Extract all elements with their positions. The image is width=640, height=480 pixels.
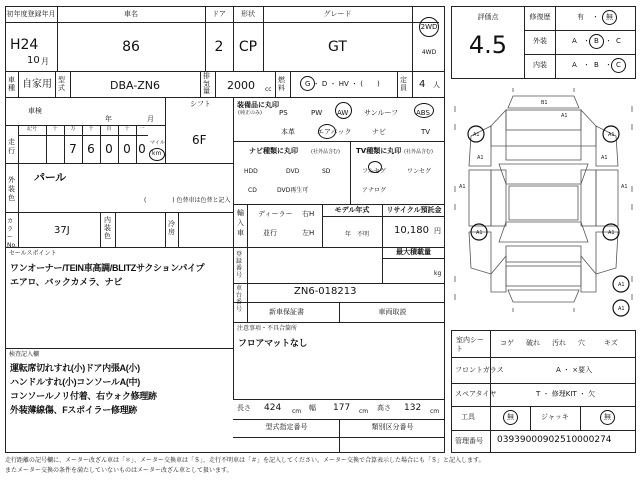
dealer: ディーラー (258, 210, 293, 218)
shift: 6F (192, 133, 207, 147)
sales-point: エアロ、バックカメラ、ナビ (10, 277, 123, 287)
model-label: 型式 (58, 76, 65, 92)
spare-label: スペアタイヤ (455, 390, 497, 398)
width-unit: cm (359, 408, 369, 415)
door-label: ドア (212, 10, 226, 18)
dmg-mark-rl: A1 (476, 230, 483, 236)
manual: 車両取説 (378, 308, 407, 316)
footer-line1: 走行距離の記号欄に、メーター改ざん車は「＊」、メーター交換車は「＄」、走行不明車は「＃」を記入してください。メーター交換で合算表示した場合にも「＄」と記入します。 (5, 457, 485, 464)
exterior-note: ( ) 色替車は色替と記入 (144, 197, 231, 204)
grade-option: A (572, 37, 577, 45)
model-year: 年 不明 (345, 231, 370, 238)
nav-note: (社外品含む) (311, 149, 340, 155)
cc-unit: cc (265, 86, 272, 93)
seat-option: 汚れ (552, 339, 566, 347)
chassis-no: ZN6-018213 (294, 286, 357, 297)
import-label: 輸入車 (237, 209, 244, 237)
fuel-options: G ・ D ・ HV ・ ( ) (305, 80, 380, 88)
reg-month: 10 (27, 55, 40, 66)
color-no: 37J (54, 225, 70, 236)
windshield-options: A ・ ×要入 (556, 366, 593, 374)
fuel-label: 燃料 (278, 76, 285, 92)
max-load-unit: kg (434, 270, 442, 277)
displacement: 2000 (227, 79, 255, 92)
grade-option: C (616, 37, 621, 45)
recycle-unit: 円 (434, 227, 441, 235)
inspection-year: 年 (105, 115, 112, 123)
equipment-item: サンルーフ (364, 109, 399, 117)
dmg-mark-roof: B1 (541, 100, 548, 106)
color-no-label: カラーNo. (7, 218, 17, 249)
parallel: 並行 (263, 229, 277, 237)
type-designation: 型式指定番号 (265, 423, 308, 431)
equipment-item: 本革 (281, 128, 295, 136)
dmg-mark-rr: A1 (608, 230, 615, 236)
footer-line2: またメーター交換の条件を満たしていないものはメーター改ざん車として扱います。 (5, 467, 233, 474)
nav-item: HDD (244, 168, 258, 175)
grade-sep: ・ (583, 37, 590, 45)
inspector-note: ハンドルすれ(小)コンソールA(中) (10, 377, 140, 387)
max-load-label: 最大積載量 (396, 248, 431, 256)
chassis-label: 車台番号 (236, 285, 243, 313)
capacity-unit: 人 (433, 81, 440, 89)
inspector-note: 外装薄線傷、Fスポイラー修理跡 (10, 405, 137, 415)
mileage-digit: 0 (138, 142, 146, 156)
mileage-digit: 6 (87, 142, 95, 156)
nav-item: DVD (286, 168, 300, 175)
abs-circle (414, 103, 434, 118)
inspector-note: 運転席切れすれ(小)ドア内張A(小) (10, 363, 140, 373)
mileage-label: 走行 (8, 138, 15, 155)
grade: GT (328, 39, 347, 55)
refrigerant-label: 冷房 (168, 220, 175, 236)
score-label: 評価点 (477, 13, 499, 21)
height: 132 (404, 403, 422, 413)
mileage-header: 十 (124, 126, 130, 132)
km-unit: km (152, 150, 162, 157)
spare-options: T ・ 修理KIT ・ 欠 (536, 390, 596, 398)
recycle-label: リサイクル預託金 (386, 206, 442, 214)
dmg-mark-b1: A1 (618, 282, 625, 288)
grade-option: B (594, 61, 599, 69)
right-hand: 右H (302, 210, 315, 218)
seat-option: キズ (604, 339, 618, 347)
category-number: 類別区分番号 (371, 423, 414, 431)
mileage-header: 十 (52, 126, 58, 132)
grade-option: A (572, 61, 577, 69)
doors: 2 (214, 39, 224, 55)
seat-label: 室内シート (456, 336, 484, 353)
notes-text: フロアマットなし (238, 338, 308, 348)
seat-option: 穴 (578, 339, 585, 347)
grade-sep: ・ (605, 37, 612, 45)
jack-value: 無 (604, 413, 611, 421)
tools-value: 無 (507, 413, 514, 421)
notes-label: 注意事項・不具合箇所 (237, 325, 298, 332)
height-label: 高さ (377, 404, 391, 412)
repair-yes: 有 (577, 13, 584, 21)
nav-item: SD (322, 168, 331, 175)
ext-grade-circle (589, 34, 604, 49)
length-label: 長さ (237, 404, 251, 412)
tv-item: アナログ (362, 187, 387, 194)
interior-color-label: 内装色 (104, 216, 111, 240)
reg-label: 登録番号 (236, 251, 243, 279)
repair-sep: ・ (592, 13, 599, 21)
equipment-item: ナビ (372, 128, 386, 136)
usage: 自家用 (22, 79, 52, 90)
recycle-value: 10,180 (394, 225, 429, 236)
drive-other: 4WD (421, 49, 437, 56)
reg-month-unit: 月 (41, 57, 49, 66)
tv-item: ワンセグ (407, 168, 432, 175)
dmg-mark-ld: A1 (477, 155, 484, 161)
inspection-label: 車検 (28, 107, 42, 115)
seat-option: コゲ (500, 339, 514, 347)
jack-label: ジャッキ (541, 413, 569, 421)
dmg-mark-fr: A1 (608, 132, 615, 138)
grade-sep: ・ (583, 61, 590, 69)
equipment-item: エアバック (317, 128, 352, 136)
equipment-item: TV (421, 128, 431, 136)
grade-sep: ・ (605, 61, 612, 69)
exterior-label: 外装色 (8, 176, 15, 202)
length-unit: cm (292, 408, 302, 415)
dmg-mark-rd: A1 (601, 155, 608, 161)
dmg-mark-fl: A1 (473, 132, 480, 138)
mileage-header: 記号 (26, 126, 37, 132)
exterior-grade-label: 外装 (533, 37, 547, 45)
grade-label: グレード (323, 10, 352, 18)
shape: CP (238, 39, 258, 55)
aw-circle (335, 102, 352, 119)
equipment-item: PW (311, 109, 323, 117)
capacity: 4 (419, 79, 426, 90)
equipment-item: PS (279, 109, 288, 117)
tv-title: TV種類に丸印 (356, 147, 402, 155)
control-value: 03939000902510000274 (497, 435, 612, 445)
fullseg-circle (368, 161, 382, 173)
shape-label: 形状 (241, 10, 255, 18)
car-diagram (451, 86, 636, 318)
equipment-subtitle: (純正のみ) (238, 110, 262, 116)
left-hand: 左H (302, 229, 315, 237)
capacity-label: 定員 (400, 76, 407, 92)
mileage-header: 万 (70, 126, 76, 132)
car-name: 86 (122, 39, 140, 55)
exterior-color: パール (34, 172, 66, 184)
grade-option: C (616, 61, 621, 69)
mileage-digit: 0 (123, 142, 131, 156)
tools-label: 工具 (461, 413, 475, 421)
equipment-item: AW (337, 109, 349, 117)
sales-points-label: セールスポイント (9, 250, 57, 257)
model-year-label: モデル年式 (334, 206, 370, 214)
inspector-label: 検査記入欄 (9, 351, 40, 358)
nav-item: CD (248, 187, 257, 194)
control-label: 管理番号 (455, 437, 483, 445)
dmg-mark-b2: A1 (618, 306, 625, 312)
score-value: 4.5 (468, 31, 508, 59)
sales-point: ワンオーナー/TEIN車高調/BLITZサクションパイプ (10, 263, 205, 273)
displacement-label: 排気量 (203, 72, 210, 95)
windshield-label: フロントガラス (455, 366, 504, 374)
mileage-digit: 7 (69, 142, 77, 156)
car-name-label: 車名 (124, 10, 138, 18)
length: 424 (264, 403, 282, 413)
repair-label: 修復歴 (529, 13, 551, 21)
seat-option: 破れ (526, 339, 540, 347)
nav-item: DVD再生可 (277, 187, 309, 194)
tv-item: フルセグ (362, 168, 386, 175)
first-reg-label: 初年度登録年月 (6, 10, 56, 18)
dmg-mark-lm: A1 (459, 184, 466, 190)
tv-note: (社外品含む) (404, 149, 433, 155)
mileage-header: 百 (106, 126, 112, 132)
mileage-header: 一 (139, 126, 145, 132)
mileage-header: 千 (88, 126, 94, 132)
model: DBA-ZN6 (109, 79, 161, 92)
shift-label: シフト (190, 100, 211, 108)
mile-unit: マイル (150, 140, 165, 146)
category-label: 車種 (8, 76, 15, 92)
width: 177 (333, 403, 351, 413)
airbag-circle (318, 124, 336, 139)
grade-option: B (594, 37, 599, 45)
height-unit: cm (430, 408, 440, 415)
inspection-month: 月 (147, 115, 154, 123)
new-warranty: 新車保証書 (269, 308, 304, 316)
equipment-title: 装備品に丸印 (237, 101, 279, 109)
drive-selected: 2WD (420, 23, 438, 31)
interior-grade-label: 内装 (533, 61, 547, 69)
width-label: 幅 (309, 404, 316, 412)
mileage-digit: 0 (105, 142, 113, 156)
dmg-mark-rm: A1 (621, 184, 628, 190)
reg-year: H24 (10, 37, 39, 53)
dmg-mark-hood: A1 (561, 113, 568, 119)
int-grade-circle (611, 58, 626, 73)
repair-no: 無 (606, 13, 613, 21)
nav-title: ナビ種類に丸印 (249, 147, 298, 155)
equipment-item: ABS (416, 109, 430, 117)
inspector-note: コンソールノリ付着、右ウォク修理跡 (10, 391, 157, 401)
